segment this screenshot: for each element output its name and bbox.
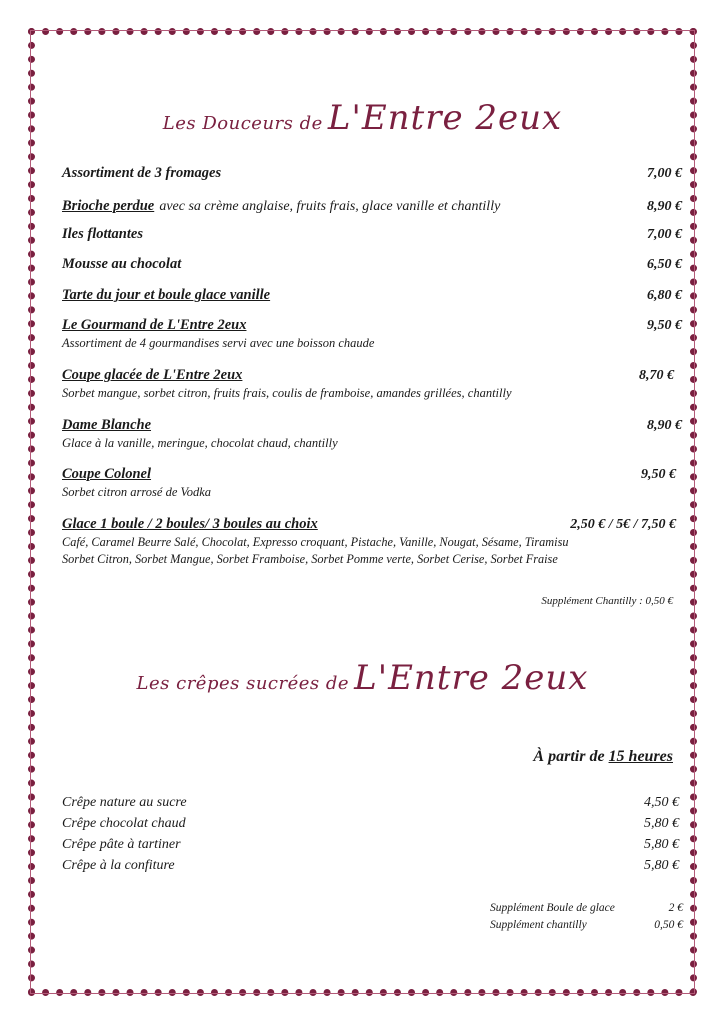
title-small-text: Les crêpes sucrées de (136, 673, 350, 694)
item-name: Mousse au chocolat (62, 256, 182, 272)
item-price: 8,70 € (639, 368, 674, 383)
section-title-crepes (0, 658, 725, 698)
item-name: Brioche perdue (62, 198, 155, 214)
menu-item (62, 417, 682, 451)
item-desc: Glace à la vanille, meringue, chocolat chaud, chantilly (62, 436, 338, 450)
crepe-name: Crêpe à la confiture (62, 858, 175, 873)
item-price: 7,00 € (647, 227, 682, 242)
item-name: Coupe Colonel (62, 466, 152, 482)
section-title-douceurs (0, 98, 725, 138)
item-price: 8,90 € (647, 418, 682, 433)
item-name: Le Gourmand de L'Entre 2eux (62, 317, 247, 333)
crepe-name: Crêpe pâte à tartiner (62, 837, 181, 852)
item-desc: Assortiment de 4 gourmandises servi avec une boisson chaude (62, 336, 375, 350)
menu-item (62, 317, 682, 351)
title-logo-text: L'Entre 2eux (327, 98, 563, 138)
menu-item (62, 466, 676, 500)
item-price: 6,50 € (647, 257, 682, 272)
item-name: Dame Blanche (62, 417, 152, 433)
item-price: 6,80 € (647, 288, 682, 303)
item-price: 8,90 € (647, 199, 682, 214)
availability-note (533, 748, 673, 766)
crepe-name: Crêpe chocolat chaud (62, 816, 186, 831)
item-price: 9,50 € (641, 467, 676, 482)
supplement-name: Supplément chantilly (490, 919, 587, 931)
menu-item (62, 226, 682, 243)
item-price: 2,50 € / 5€ / 7,50 € (570, 517, 676, 532)
item-price: 7,00 € (647, 166, 682, 181)
item-desc: Café, Caramel Beurre Salé, Chocolat, Expresso croquant, Pistache, Vanille, Nougat, Sésame, Tiramisu (62, 535, 569, 549)
supplement-row (490, 902, 683, 914)
crepe-price: 4,50 € (644, 795, 679, 810)
item-desc: Sorbet citron arrosé de Vodka (62, 485, 212, 499)
title-small-text: Les Douceurs de (162, 113, 323, 134)
item-name: Tarte du jour et boule glace vanille (62, 287, 271, 303)
menu-item (62, 165, 682, 182)
menu-item (62, 195, 682, 215)
crepe-item (62, 795, 679, 811)
crepe-price: 5,80 € (644, 837, 679, 852)
title-logo-text: L'Entre 2eux (354, 658, 589, 698)
crepe-name: Crêpe nature au sucre (62, 795, 187, 810)
supplement-name: Supplément Boule de glace (490, 902, 615, 914)
item-name: Iles flottantes (62, 226, 143, 242)
supplement-price: 2 € (668, 902, 683, 914)
crepe-item (62, 858, 679, 874)
supplement-price: 0,50 € (654, 919, 683, 931)
availability-prefix: À partir de (533, 748, 605, 765)
menu-item (62, 516, 676, 567)
crepe-item (62, 837, 679, 853)
availability-time: 15 heures (608, 748, 673, 765)
item-inline-desc: avec sa crème anglaise, fruits frais, glace vanille et chantilly (159, 199, 501, 214)
supplement-chantilly: Supplément Chantilly : 0,50 € (541, 595, 673, 607)
item-price: 9,50 € (647, 318, 682, 333)
menu-item (62, 256, 682, 273)
crepe-price: 5,80 € (644, 858, 679, 873)
supplement-row (490, 919, 683, 931)
menu-item (62, 287, 682, 304)
item-name: Coupe glacée de L'Entre 2eux (62, 367, 243, 383)
item-name: Assortiment de 3 fromages (62, 165, 222, 181)
item-name: Glace 1 boule / 2 boules/ 3 boules au choix (62, 516, 318, 532)
item-desc: Sorbet mangue, sorbet citron, fruits frais, coulis de framboise, amandes grillées, chantilly (62, 386, 512, 400)
crepe-price: 5,80 € (644, 816, 679, 831)
menu-item (62, 367, 674, 401)
item-desc-2: Sorbet Citron, Sorbet Mangue, Sorbet Framboise, Sorbet Pomme verte, Sorbet Cerise, Sorbet Fraise (62, 552, 558, 566)
crepe-item (62, 816, 679, 832)
